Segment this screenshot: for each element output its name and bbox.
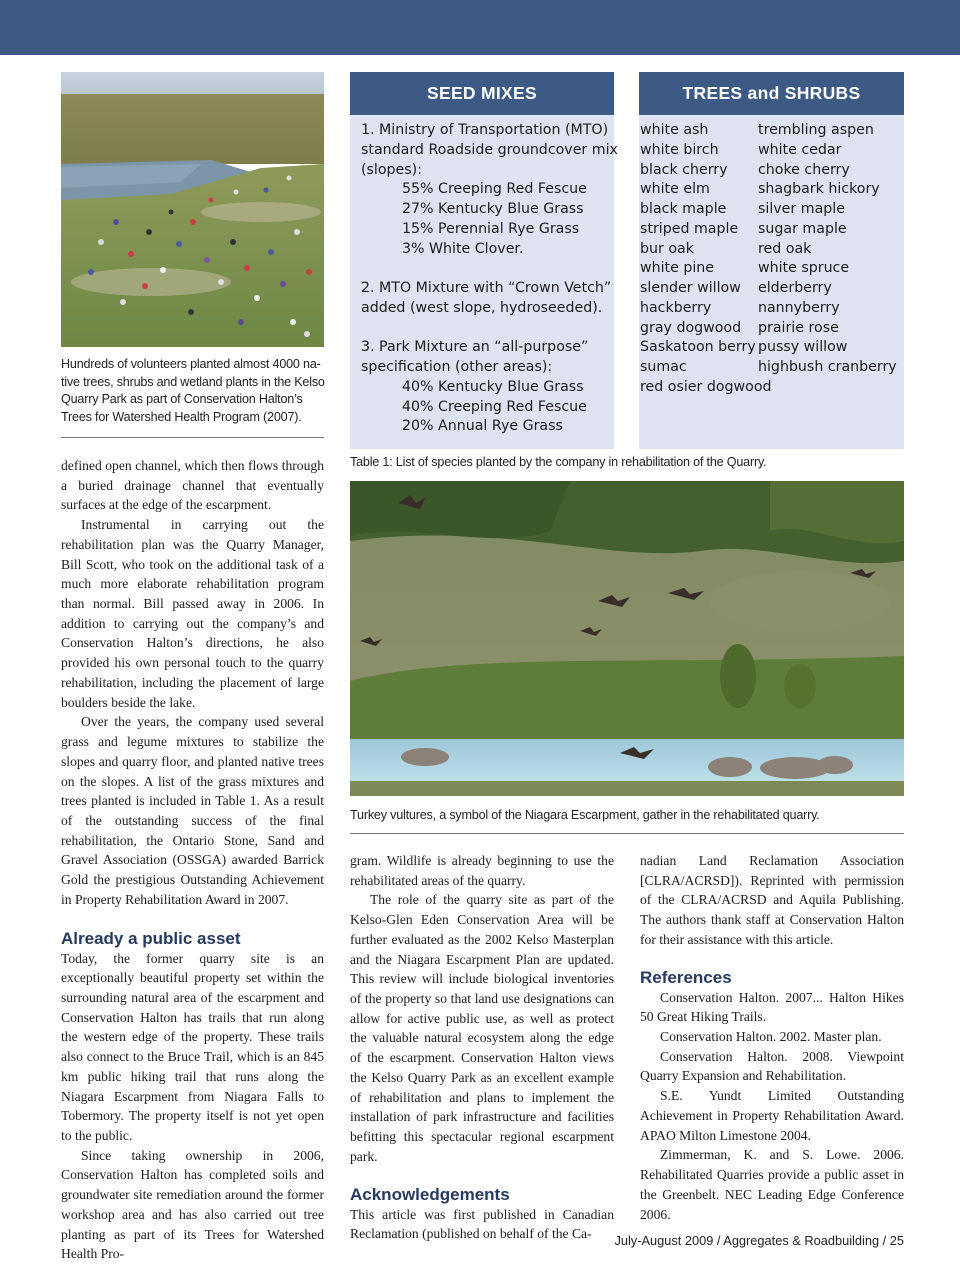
- caption-line: Trees for Watershed Health Program (2007).: [61, 409, 302, 424]
- vultures-photo-caption: Turkey vultures, a symbol of the Niagara Escarpment, gather in the rehabilitated quarry.: [350, 808, 820, 822]
- tree-species: hackberry: [640, 299, 712, 316]
- paragraph: Over the years, the company used several grass and legume mixtures to stabilize the slopes and quarry floor, and planted native trees on the slopes. A list of the grass mixtures and trees planted is included in Table 1. As a result of the outstanding success of the final rehabilitation, the Ontario Stone, Sand and Gravel Association (OSSGA) awarded Barrick Gold the prestigious Outstanding Achievement in Property Rehabilitation Award in 2007.: [61, 714, 324, 907]
- seed-mix-line: 27% Kentucky Blue Grass: [402, 201, 584, 217]
- seed-mix-line: 3. Park Mixture an “all-purpose”: [361, 339, 589, 356]
- trees-list-col1: [640, 121, 772, 398]
- tree-species: silver maple: [758, 201, 845, 217]
- page-footer: July-August 2009 / Aggregates & Roadbuilding / 25: [614, 1233, 904, 1248]
- tree-species: white pine: [640, 260, 715, 277]
- paragraph: nadian Land Reclamation Association [CLRA/ACRSD]). Reprinted with permission of the CLRA/ACRSD and Aquila Publishing. The authors thank staff at Conservation Halton for their assistance with this article.: [640, 853, 904, 947]
- tree-species: white elm: [640, 181, 710, 198]
- seed-mix-line: standard Roadside groundcover mix: [361, 141, 618, 158]
- tree-species: striped maple: [640, 220, 739, 237]
- paragraph: Instrumental in carrying out the rehabilitation plan was the Quarry Manager, Bill Scott, who took on the additional task of a much more elaborate rehabilitation program than normal. Bill passed away in 2006. In addition to carrying out the company’s and Conservation Halton’s directions, he also provided his own personal touch to the quarry rehabilitation, including the placement of large boulders beside the lake.: [61, 517, 324, 710]
- tree-species: shagbark hickory: [758, 181, 880, 198]
- seed-mixes-list: [361, 121, 618, 437]
- seed-mixes-header: SEED MIXES: [350, 72, 614, 115]
- section-heading: Already a public asset: [61, 928, 241, 948]
- seed-mix-line: specification (other areas):: [361, 359, 553, 375]
- tree-species: white birch: [640, 141, 719, 158]
- seed-mix-spacer: [361, 259, 618, 279]
- photo-caption-divider: [350, 833, 904, 834]
- tree-species: sumac: [640, 359, 687, 375]
- tree-species: nannyberry: [758, 299, 840, 316]
- seed-mix-line: (slopes):: [361, 161, 422, 178]
- caption-line: tive trees, shrubs and wetland plants in the Kelso: [61, 374, 325, 389]
- section-heading: Acknowledgements: [350, 1184, 510, 1204]
- caption-line: Hundreds of volunteers planted almost 4000 na-: [61, 357, 321, 371]
- reference-item: Conservation Halton. 2007... Halton Hikes 50 Great Hiking Trails.: [640, 989, 904, 1025]
- seed-mix-line: added (west slope, hydroseeded).: [361, 299, 603, 316]
- paragraph: Today, the former quarry site is an exceptionally beautiful property set within the surrounding natural area of the escarpment and Conservation Halton has trails that run along the western edge of the property. These trails also connect to the Bruce Trail, which is an 845 km public hiking trail that runs along the Niagara Escarpment from Niagara Falls to Tobermory. The property itself is not yet open to the public.: [61, 950, 324, 1143]
- top-color-band: [0, 0, 960, 55]
- article-column-2: [350, 851, 614, 1244]
- reference-item: S.E. Yundt Limited Outstanding Achievement in Property Rehabilitation Award. APAO Milton Limestone 2004.: [640, 1088, 904, 1143]
- caption-line: Quarry Park as part of Conservation Halton’s: [61, 392, 303, 407]
- reference-item: Conservation Halton. 2008. Viewpoint Quarry Expansion and Rehabilitation.: [640, 1048, 904, 1084]
- paragraph: gram. Wildlife is already beginning to use the rehabilitated areas of the quarry.: [350, 853, 614, 888]
- article-column-3: [640, 851, 904, 1224]
- caption-divider: [61, 437, 324, 438]
- paragraph: The role of the quarry site as part of the Kelso-Glen Eden Conservation Area will be further evaluated as the 2002 Kelso Masterplan and the Niagara Escarpment Plan are updated. This review will include biological inventories of the property so that land use designations can allow for active public use, as well as protect the valuable natural ecosystem along the edge of the escarpment. Conservation Halton views the Kelso Quarry Park as an excellent example of rehabilitation and plans to implement the installation of park infrastructure and facilities befitting this spectacular regional escarpment park.: [350, 892, 614, 1164]
- tree-species: Saskatoon berry: [640, 339, 756, 356]
- tree-species: white ash: [640, 122, 709, 138]
- tree-species: black maple: [640, 201, 727, 217]
- vultures-photo: [350, 481, 904, 796]
- seed-mix-line: 20% Annual Rye Grass: [402, 418, 563, 435]
- table-caption: Table 1: List of species planted by the company in rehabilitation of the Quarry.: [350, 455, 767, 469]
- tree-species: gray dogwood: [640, 319, 742, 336]
- seed-mix-line: 2. MTO Mixture with “Crown Vetch”: [361, 280, 612, 296]
- tree-species: sugar maple: [758, 220, 847, 237]
- seed-mix-line: 3% White Clover.: [402, 240, 524, 257]
- tree-species: red oak: [758, 240, 812, 257]
- section-heading: References: [640, 967, 732, 987]
- tree-species: red osier dogwood: [640, 378, 772, 395]
- paragraph: Since taking ownership in 2006, Conservation Halton has completed soils and groundwater site remediation around the former workshop area and has also carried out tree planting as part of its Trees for Watershed Health Pro-: [61, 1147, 324, 1262]
- volunteers-photo: [61, 72, 324, 347]
- paragraph: This article was first published in Canadian Reclamation (published on behalf of the Ca-: [350, 1206, 614, 1242]
- tree-species: white cedar: [758, 141, 842, 158]
- article-column-1: [61, 456, 324, 1264]
- seed-mix-spacer: [361, 319, 618, 339]
- tree-species: choke cherry: [758, 161, 850, 178]
- tree-species: pussy willow: [758, 339, 848, 356]
- paragraph: defined open channel, which then flows through a buried drainage channel that eventually surfaces at the edge of the escarpment.: [61, 458, 324, 513]
- seed-mix-line: 40% Creeping Red Fescue: [402, 398, 587, 415]
- tree-species: white spruce: [758, 260, 850, 277]
- seed-mix-line: 15% Perennial Rye Grass: [402, 220, 580, 237]
- tree-species: black cherry: [640, 161, 728, 178]
- reference-item: Zimmerman, K. and S. Lowe. 2006. Rehabilitated Quarries provide a public asset in the Greenbelt. NEC Leading Edge Conference 2006.: [640, 1147, 904, 1222]
- tree-species: slender willow: [640, 280, 741, 296]
- seed-mix-line: 55% Creeping Red Fescue: [402, 181, 587, 198]
- seed-mix-line: 40% Kentucky Blue Grass: [402, 378, 584, 395]
- seed-mix-line: 1. Ministry of Transportation (MTO): [361, 122, 609, 138]
- reference-item: Conservation Halton. 2002. Master plan.: [660, 1029, 882, 1045]
- volunteers-photo-caption: [61, 356, 329, 426]
- trees-shrubs-header: TREES and SHRUBS: [639, 72, 904, 115]
- tree-species: highbush cranberry: [758, 359, 897, 375]
- tree-species: bur oak: [640, 240, 694, 257]
- tree-species: prairie rose: [758, 319, 839, 336]
- trees-list-col2: [758, 121, 897, 378]
- tree-species: elderberry: [758, 280, 832, 296]
- tree-species: trembling aspen: [758, 122, 874, 138]
